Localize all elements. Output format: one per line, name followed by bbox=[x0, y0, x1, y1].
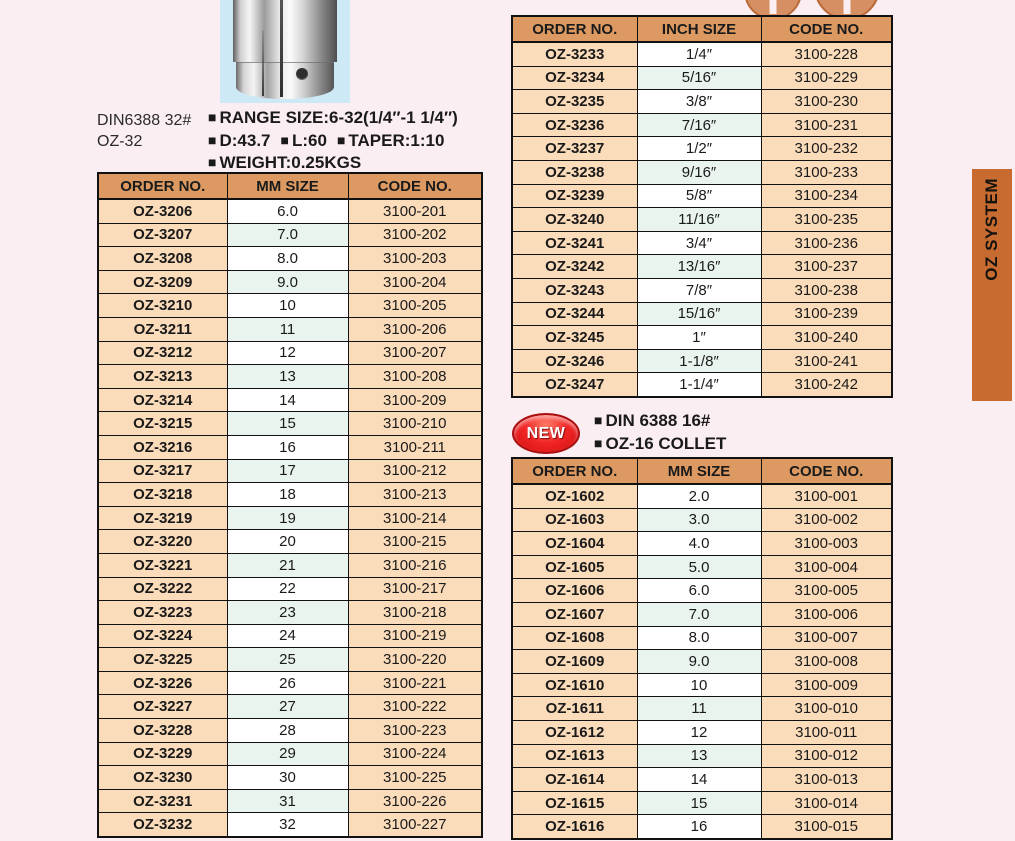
order-no-cell: OZ-1606 bbox=[512, 579, 637, 603]
square-bullet-icon: ■ bbox=[280, 131, 289, 148]
square-bullet-icon: ■ bbox=[594, 412, 603, 428]
order-no-cell: OZ-3215 bbox=[98, 412, 227, 436]
table-row bbox=[512, 160, 892, 184]
code-no-cell: 3100-242 bbox=[761, 373, 892, 397]
table-row bbox=[98, 199, 482, 223]
code-no-cell: 3100-008 bbox=[761, 650, 892, 674]
data-table bbox=[97, 172, 483, 838]
size-cell: 6.0 bbox=[637, 579, 761, 603]
table-row bbox=[98, 601, 482, 625]
table-row bbox=[512, 626, 892, 650]
table-row bbox=[512, 231, 892, 255]
spec-item: ■ RANGE SIZE:6-32(1/4″-1 1/4″) bbox=[208, 108, 458, 127]
size-cell: 24 bbox=[227, 624, 348, 648]
size-cell: 9.0 bbox=[637, 650, 761, 674]
order-no-cell: OZ-1607 bbox=[512, 602, 637, 626]
size-cell: 26 bbox=[227, 671, 348, 695]
size-cell: 4.0 bbox=[637, 532, 761, 556]
order-no-cell: OZ-3213 bbox=[98, 365, 227, 389]
order-no-cell: OZ-1608 bbox=[512, 626, 637, 650]
table-row bbox=[98, 483, 482, 507]
order-no-cell: OZ-3223 bbox=[98, 601, 227, 625]
table-row bbox=[512, 555, 892, 579]
code-no-cell: 3100-015 bbox=[761, 815, 892, 839]
order-no-cell: OZ-1610 bbox=[512, 673, 637, 697]
code-no-cell: 3100-219 bbox=[348, 624, 482, 648]
logo-ring-slit bbox=[770, 0, 777, 14]
size-cell: 3.0 bbox=[637, 508, 761, 532]
order-no-cell: OZ-3225 bbox=[98, 648, 227, 672]
order-no-cell: OZ-3210 bbox=[98, 294, 227, 318]
spec-item: ■ DIN 6388 16# bbox=[594, 411, 711, 430]
code-no-cell: 3100-215 bbox=[348, 530, 482, 554]
code-no-cell: 3100-238 bbox=[761, 278, 892, 302]
table-row bbox=[98, 247, 482, 271]
order-no-cell: OZ-1614 bbox=[512, 768, 637, 792]
order-no-cell: OZ-3232 bbox=[98, 813, 227, 837]
code-no-cell: 3100-228 bbox=[761, 42, 892, 66]
order-no-cell: OZ-3243 bbox=[512, 278, 637, 302]
code-no-cell: 3100-241 bbox=[761, 349, 892, 373]
table-row bbox=[98, 270, 482, 294]
oz16-mm-table bbox=[511, 457, 891, 840]
spec-item: ■ WEIGHT:0.25KGS bbox=[208, 153, 362, 172]
order-no-cell: OZ-1611 bbox=[512, 697, 637, 721]
size-cell: 6.0 bbox=[227, 199, 348, 223]
order-no-cell: OZ-1605 bbox=[512, 555, 637, 579]
size-cell: 27 bbox=[227, 695, 348, 719]
order-no-cell: OZ-3246 bbox=[512, 349, 637, 373]
table-row bbox=[98, 695, 482, 719]
order-no-cell: OZ-3229 bbox=[98, 742, 227, 766]
column-header: CODE NO. bbox=[761, 16, 892, 42]
square-bullet-icon: ■ bbox=[208, 154, 217, 170]
collet-body bbox=[233, 0, 337, 62]
order-no-cell: OZ-3235 bbox=[512, 90, 637, 114]
size-cell: 14 bbox=[227, 388, 348, 412]
order-no-cell: OZ-1609 bbox=[512, 650, 637, 674]
oz32-inch-table bbox=[511, 15, 891, 398]
table-header-row bbox=[98, 173, 482, 199]
data-table bbox=[511, 457, 893, 840]
order-no-cell: OZ-1603 bbox=[512, 508, 637, 532]
size-cell: 5/8″ bbox=[637, 184, 761, 208]
table-row bbox=[98, 530, 482, 554]
code-no-cell: 3100-013 bbox=[761, 768, 892, 792]
size-cell: 1/4″ bbox=[637, 42, 761, 66]
size-cell: 13 bbox=[227, 365, 348, 389]
column-header: MM SIZE bbox=[227, 173, 348, 199]
code-no-cell: 3100-235 bbox=[761, 208, 892, 232]
size-cell: 11 bbox=[227, 317, 348, 341]
spec-line bbox=[208, 107, 458, 130]
table-row bbox=[512, 66, 892, 90]
table-row bbox=[512, 744, 892, 768]
size-cell: 12 bbox=[227, 341, 348, 365]
column-header: ORDER NO. bbox=[512, 16, 637, 42]
code-no-cell: 3100-222 bbox=[348, 695, 482, 719]
size-cell: 7/8″ bbox=[637, 278, 761, 302]
table-row bbox=[98, 742, 482, 766]
order-no-cell: OZ-1602 bbox=[512, 484, 637, 508]
table-row bbox=[512, 768, 892, 792]
size-cell: 10 bbox=[227, 294, 348, 318]
collet-slit bbox=[280, 0, 283, 97]
code-no-cell: 3100-225 bbox=[348, 766, 482, 790]
code-no-cell: 3100-229 bbox=[761, 66, 892, 90]
size-cell: 8.0 bbox=[227, 247, 348, 271]
size-cell: 25 bbox=[227, 648, 348, 672]
order-no-cell: OZ-3233 bbox=[512, 42, 637, 66]
square-bullet-icon: ■ bbox=[208, 109, 217, 125]
table-row bbox=[512, 184, 892, 208]
code-no-cell: 3100-224 bbox=[348, 742, 482, 766]
order-no-cell: OZ-1612 bbox=[512, 720, 637, 744]
size-cell: 16 bbox=[227, 435, 348, 459]
table-row bbox=[512, 113, 892, 137]
table-row bbox=[98, 459, 482, 483]
code-no-cell: 3100-218 bbox=[348, 601, 482, 625]
code-no-cell: 3100-010 bbox=[761, 697, 892, 721]
table-row bbox=[98, 317, 482, 341]
spec-line bbox=[594, 410, 726, 433]
code-no-cell: 3100-211 bbox=[348, 435, 482, 459]
order-no-cell: OZ-3231 bbox=[98, 789, 227, 813]
order-no-cell: OZ-3238 bbox=[512, 160, 637, 184]
table-row bbox=[512, 302, 892, 326]
collet-nose bbox=[236, 62, 334, 99]
table-row bbox=[512, 90, 892, 114]
code-no-cell: 3100-209 bbox=[348, 388, 482, 412]
table-row bbox=[512, 373, 892, 397]
table-row bbox=[98, 506, 482, 530]
code-no-cell: 3100-205 bbox=[348, 294, 482, 318]
data-table bbox=[511, 15, 893, 398]
column-header: ORDER NO. bbox=[98, 173, 227, 199]
table-row bbox=[512, 349, 892, 373]
code-no-cell: 3100-014 bbox=[761, 791, 892, 815]
code-no-cell: 3100-216 bbox=[348, 553, 482, 577]
code-no-cell: 3100-234 bbox=[761, 184, 892, 208]
size-cell: 2.0 bbox=[637, 484, 761, 508]
table-row bbox=[98, 341, 482, 365]
table-header-row bbox=[512, 16, 892, 42]
order-no-cell: OZ-3211 bbox=[98, 317, 227, 341]
order-no-cell: OZ-1613 bbox=[512, 744, 637, 768]
square-bullet-icon: ■ bbox=[336, 131, 346, 148]
code-no-cell: 3100-237 bbox=[761, 255, 892, 279]
column-header: CODE NO. bbox=[761, 458, 892, 484]
spec-item: ■ D:43.7 bbox=[208, 130, 271, 150]
spec-line bbox=[208, 130, 458, 153]
code-no-cell: 3100-233 bbox=[761, 160, 892, 184]
oz-system-side-tab bbox=[972, 169, 1012, 401]
order-no-cell: OZ-3242 bbox=[512, 255, 637, 279]
code-no-cell: 3100-007 bbox=[761, 626, 892, 650]
order-no-cell: OZ-3247 bbox=[512, 373, 637, 397]
size-cell: 22 bbox=[227, 577, 348, 601]
code-no-cell: 3100-208 bbox=[348, 365, 482, 389]
code-no-cell: 3100-223 bbox=[348, 719, 482, 743]
table-row bbox=[512, 579, 892, 603]
code-no-cell: 3100-206 bbox=[348, 317, 482, 341]
order-no-cell: OZ-3214 bbox=[98, 388, 227, 412]
size-cell: 12 bbox=[637, 720, 761, 744]
code-no-cell: 3100-201 bbox=[348, 199, 482, 223]
size-cell: 5/16″ bbox=[637, 66, 761, 90]
table-header-row bbox=[512, 458, 892, 484]
order-no-cell: OZ-3240 bbox=[512, 208, 637, 232]
size-cell: 32 bbox=[227, 813, 348, 837]
table-row bbox=[98, 435, 482, 459]
size-cell: 13/16″ bbox=[637, 255, 761, 279]
order-no-cell: OZ-3209 bbox=[98, 270, 227, 294]
size-cell: 23 bbox=[227, 601, 348, 625]
table-row bbox=[512, 42, 892, 66]
code-no-cell: 3100-214 bbox=[348, 506, 482, 530]
table-row bbox=[512, 650, 892, 674]
table-row bbox=[98, 766, 482, 790]
table-row bbox=[98, 412, 482, 436]
size-cell: 21 bbox=[227, 553, 348, 577]
table-row bbox=[98, 813, 482, 837]
order-no-cell: OZ-3227 bbox=[98, 695, 227, 719]
order-no-cell: OZ-3208 bbox=[98, 247, 227, 271]
size-cell: 7.0 bbox=[637, 602, 761, 626]
code-no-cell: 3100-207 bbox=[348, 341, 482, 365]
size-cell: 11 bbox=[637, 697, 761, 721]
code-no-cell: 3100-226 bbox=[348, 789, 482, 813]
code-no-cell: 3100-217 bbox=[348, 577, 482, 601]
model-number: OZ-32 bbox=[97, 133, 143, 150]
oz32-mm-table bbox=[97, 172, 481, 838]
spec-line bbox=[594, 433, 726, 456]
size-cell: 1″ bbox=[637, 326, 761, 350]
order-no-cell: OZ-3228 bbox=[98, 719, 227, 743]
table-row bbox=[98, 624, 482, 648]
table-row bbox=[98, 577, 482, 601]
size-cell: 19 bbox=[227, 506, 348, 530]
table-row bbox=[512, 326, 892, 350]
size-cell: 16 bbox=[637, 815, 761, 839]
order-no-cell: OZ-3241 bbox=[512, 231, 637, 255]
code-no-cell: 3100-232 bbox=[761, 137, 892, 161]
model-label-block bbox=[97, 110, 191, 152]
table-row bbox=[98, 789, 482, 813]
column-header: MM SIZE bbox=[637, 458, 761, 484]
order-no-cell: OZ-3224 bbox=[98, 624, 227, 648]
model-standard: DIN6388 32# bbox=[97, 112, 192, 129]
column-header: CODE NO. bbox=[348, 173, 482, 199]
size-cell: 3/8″ bbox=[637, 90, 761, 114]
table-row bbox=[512, 673, 892, 697]
code-no-cell: 3100-230 bbox=[761, 90, 892, 114]
table-row bbox=[512, 697, 892, 721]
collet-product-image bbox=[220, 0, 350, 103]
code-no-cell: 3100-239 bbox=[761, 302, 892, 326]
code-no-cell: 3100-240 bbox=[761, 326, 892, 350]
size-cell: 1/2″ bbox=[637, 137, 761, 161]
size-cell: 1-1/8″ bbox=[637, 349, 761, 373]
code-no-cell: 3100-231 bbox=[761, 113, 892, 137]
size-cell: 5.0 bbox=[637, 555, 761, 579]
order-no-cell: OZ-3220 bbox=[98, 530, 227, 554]
size-cell: 9.0 bbox=[227, 270, 348, 294]
code-no-cell: 3100-001 bbox=[761, 484, 892, 508]
size-cell: 7.0 bbox=[227, 223, 348, 247]
table-row bbox=[512, 791, 892, 815]
code-no-cell: 3100-004 bbox=[761, 555, 892, 579]
size-cell: 3/4″ bbox=[637, 231, 761, 255]
order-no-cell: OZ-3221 bbox=[98, 553, 227, 577]
table-row bbox=[512, 532, 892, 556]
order-no-cell: OZ-3206 bbox=[98, 199, 227, 223]
order-no-cell: OZ-3237 bbox=[512, 137, 637, 161]
oz16-heading bbox=[594, 410, 726, 455]
spec-item: ■ TAPER:1:10 bbox=[336, 130, 445, 150]
table-row bbox=[512, 208, 892, 232]
order-no-cell: OZ-3234 bbox=[512, 66, 637, 90]
order-no-cell: OZ-3222 bbox=[98, 577, 227, 601]
spec-item: ■ OZ-16 COLLET bbox=[594, 433, 727, 453]
table-row bbox=[512, 255, 892, 279]
code-no-cell: 3100-213 bbox=[348, 483, 482, 507]
size-cell: 15/16″ bbox=[637, 302, 761, 326]
size-cell: 13 bbox=[637, 744, 761, 768]
size-cell: 1-1/4″ bbox=[637, 373, 761, 397]
spec-list bbox=[208, 107, 458, 175]
table-row bbox=[98, 671, 482, 695]
code-no-cell: 3100-009 bbox=[761, 673, 892, 697]
size-cell: 18 bbox=[227, 483, 348, 507]
code-no-cell: 3100-011 bbox=[761, 720, 892, 744]
size-cell: 28 bbox=[227, 719, 348, 743]
table-row bbox=[512, 137, 892, 161]
order-no-cell: OZ-3218 bbox=[98, 483, 227, 507]
size-cell: 15 bbox=[227, 412, 348, 436]
code-no-cell: 3100-003 bbox=[761, 532, 892, 556]
table-row bbox=[512, 508, 892, 532]
code-no-cell: 3100-210 bbox=[348, 412, 482, 436]
logo-ring-slit bbox=[844, 0, 851, 14]
code-no-cell: 3100-212 bbox=[348, 459, 482, 483]
code-no-cell: 3100-202 bbox=[348, 223, 482, 247]
size-cell: 11/16″ bbox=[637, 208, 761, 232]
column-header: INCH SIZE bbox=[637, 16, 761, 42]
table-row bbox=[512, 278, 892, 302]
order-no-cell: OZ-3219 bbox=[98, 506, 227, 530]
code-no-cell: 3100-005 bbox=[761, 579, 892, 603]
size-cell: 30 bbox=[227, 766, 348, 790]
order-no-cell: OZ-3207 bbox=[98, 223, 227, 247]
order-no-cell: OZ-1616 bbox=[512, 815, 637, 839]
table-row bbox=[512, 815, 892, 839]
order-no-cell: OZ-3245 bbox=[512, 326, 637, 350]
order-no-cell: OZ-1615 bbox=[512, 791, 637, 815]
order-no-cell: OZ-3217 bbox=[98, 459, 227, 483]
size-cell: 9/16″ bbox=[637, 160, 761, 184]
size-cell: 20 bbox=[227, 530, 348, 554]
code-no-cell: 3100-204 bbox=[348, 270, 482, 294]
table-row bbox=[512, 720, 892, 744]
code-no-cell: 3100-002 bbox=[761, 508, 892, 532]
oz-system-tab-label: OZ SYSTEM bbox=[982, 178, 1001, 281]
order-no-cell: OZ-3244 bbox=[512, 302, 637, 326]
size-cell: 14 bbox=[637, 768, 761, 792]
code-no-cell: 3100-221 bbox=[348, 671, 482, 695]
table-row bbox=[98, 223, 482, 247]
size-cell: 8.0 bbox=[637, 626, 761, 650]
size-cell: 17 bbox=[227, 459, 348, 483]
size-cell: 15 bbox=[637, 791, 761, 815]
code-no-cell: 3100-203 bbox=[348, 247, 482, 271]
table-row bbox=[98, 719, 482, 743]
table-row bbox=[98, 553, 482, 577]
square-bullet-icon: ■ bbox=[208, 131, 217, 148]
table-row bbox=[98, 365, 482, 389]
table-row bbox=[512, 484, 892, 508]
table-row bbox=[98, 388, 482, 412]
size-cell: 7/16″ bbox=[637, 113, 761, 137]
table-row bbox=[98, 648, 482, 672]
table-row bbox=[512, 602, 892, 626]
table-row bbox=[98, 294, 482, 318]
size-cell: 29 bbox=[227, 742, 348, 766]
spec-item: ■ L:60 bbox=[280, 130, 327, 150]
new-badge: NEW bbox=[512, 413, 580, 454]
code-no-cell: 3100-006 bbox=[761, 602, 892, 626]
collet-hole bbox=[296, 68, 308, 80]
code-no-cell: 3100-012 bbox=[761, 744, 892, 768]
column-header: ORDER NO. bbox=[512, 458, 637, 484]
square-bullet-icon: ■ bbox=[594, 434, 603, 451]
order-no-cell: OZ-3226 bbox=[98, 671, 227, 695]
code-no-cell: 3100-227 bbox=[348, 813, 482, 837]
order-no-cell: OZ-3236 bbox=[512, 113, 637, 137]
order-no-cell: OZ-1604 bbox=[512, 532, 637, 556]
size-cell: 31 bbox=[227, 789, 348, 813]
code-no-cell: 3100-236 bbox=[761, 231, 892, 255]
order-no-cell: OZ-3230 bbox=[98, 766, 227, 790]
order-no-cell: OZ-3212 bbox=[98, 341, 227, 365]
collet-slit bbox=[262, 30, 264, 96]
size-cell: 10 bbox=[637, 673, 761, 697]
code-no-cell: 3100-220 bbox=[348, 648, 482, 672]
order-no-cell: OZ-3239 bbox=[512, 184, 637, 208]
order-no-cell: OZ-3216 bbox=[98, 435, 227, 459]
